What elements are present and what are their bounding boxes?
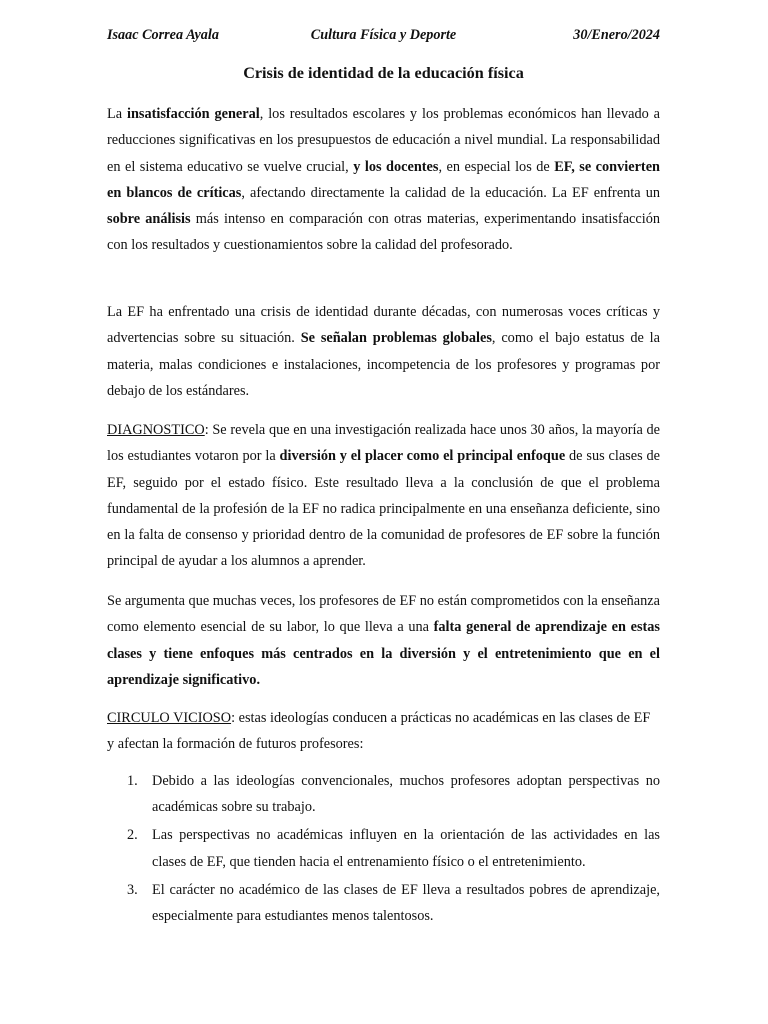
header-date: 30/Enero/2024 [573, 27, 660, 43]
paragraph-diagnostico [107, 417, 660, 575]
text-run: Se argumenta que muchas veces, los profesores de EF no están comprometidos con la enseñanza como elemento esencial de su labor, lo que lleva a una [107, 593, 660, 636]
emphasis-text: EF, se convierten en blancos de críticas [107, 158, 660, 201]
list-item-text: El carácter no académico de las clases de EF lleva a resultados pobres de aprendizaje, especialmente para estudiantes menos talentosos. [152, 881, 660, 925]
emphasis-text: diversión y el placer como el principal enfoque [279, 448, 566, 465]
list-item-number: 3. [127, 881, 138, 898]
document-title: Crisis de identidad de la educación física [243, 64, 524, 82]
text-run: , afectando directamente la calidad de la educación. La EF enfrenta un [241, 184, 661, 201]
section-label: CIRCULO VICIOSO [107, 710, 232, 726]
text-run: : Se revela que en una investigación realizada hace unos 30 años, la mayoría de los estudiantes votaron por la [107, 422, 660, 465]
header-subject: Cultura Física y Deporte [310, 27, 457, 43]
text-run: : estas ideologías conducen a prácticas no académicas en las clases de EF y afectan la formación de futuros profesores: [107, 710, 651, 753]
list-item-number: 1. [127, 773, 138, 789]
paragraph-circulo-vicioso [107, 705, 660, 758]
text-run: La [107, 106, 127, 122]
text-run: , los resultados escolares y los problemas económicos han llevado a reducciones significativas en los presupuestos de educación a nivel mundial. La responsabilidad en el sistema educativo se vuelve crucial, [107, 106, 661, 175]
text-run: de sus clases de EF, seguido por el estado físico. Este resultado lleva a la conclusión de que el problema fundamental de la profesión de la EF no radica principalmente en una enseñanza deficiente, sino en la falta de consenso y prioridad dentro de la comunidad de profesores de EF sobre la función principal de ayudar a los alumnos a aprender. [107, 448, 660, 570]
paragraph-commitment [107, 588, 660, 693]
text-run: , como el bajo estatus de la materia, malas condiciones e instalaciones, incompetencia de los profesores y programas por debajo de los estándares. [107, 330, 660, 399]
emphasis-text: y los docentes [353, 158, 439, 175]
paragraph-identity-crisis [107, 299, 660, 404]
emphasis-text: falta general de aprendizaje en estas clases y tiene enfoques más centrados en la diversión y el entretenimiento que en el aprendizaje significativo. [107, 619, 660, 688]
text-run: más intenso en comparación con otras materias, experimentando insatisfacción con los resultados y cuestionamientos sobre la calidad del profesorado. [107, 211, 660, 254]
list-item [107, 768, 660, 821]
paragraph-intro [107, 101, 660, 259]
page-header [107, 27, 660, 47]
numbered-list [107, 768, 660, 931]
text-run: , en especial los de [438, 158, 555, 175]
header-author: Isaac Correa Ayala [107, 27, 219, 43]
list-item-text: Debido a las ideologías convencionales, muchos profesores adoptan perspectivas no académicas sobre su trabajo. [152, 773, 660, 816]
section-label: DIAGNOSTICO [107, 422, 205, 438]
emphasis-text: Se señalan problemas globales [300, 330, 492, 347]
emphasis-text: sobre análisis [107, 211, 191, 228]
list-item-text: Las perspectivas no académicas influyen en la orientación de las actividades en las clases de EF, que tienden hacia el entrenamiento físico o el entretenimiento. [152, 827, 660, 870]
list-item [107, 822, 660, 875]
emphasis-text: insatisfacción general [126, 106, 260, 122]
list-item-number: 2. [127, 827, 138, 844]
list-item [107, 877, 660, 930]
text-run: La EF ha enfrentado una crisis de identidad durante décadas, con numerosas voces críticas y advertencias sobre su situación. [107, 304, 660, 347]
